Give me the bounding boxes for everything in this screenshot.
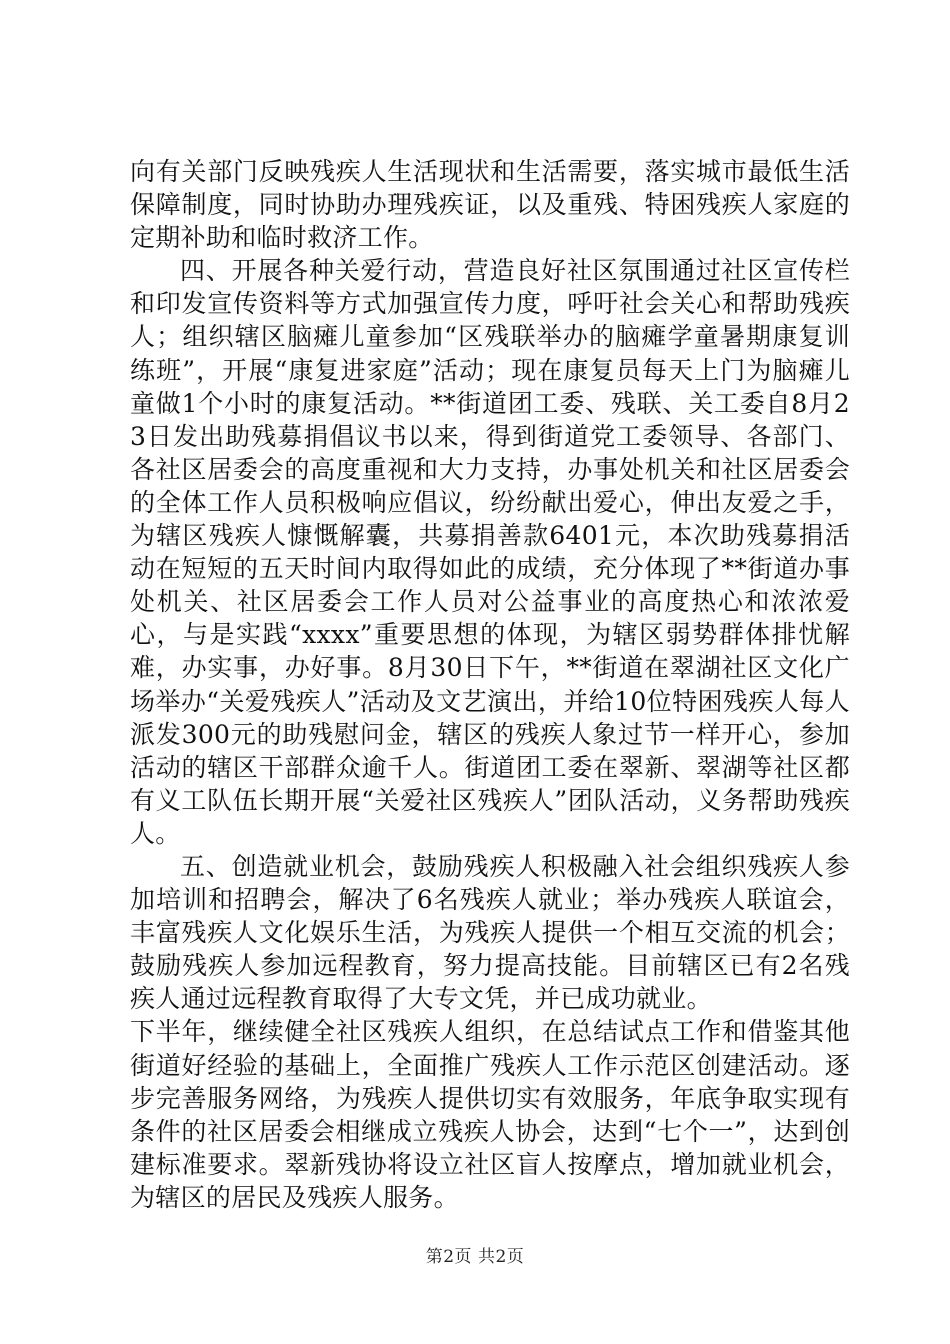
paragraph-4: 下半年，继续健全社区残疾人组织，在总结试点工作和借鉴其他街道好经验的基础上，全面推广残疾人工作示范区创建活动。逐步完善服务网络，为残疾人提供切实有效服务，年底争取实现有条件的社区居委会相继成立残疾人协会，达到“七个一”，达到创建标准要求。翠新残协将设立社区盲人按摩点，增加就业机会，为辖区的居民及残疾人服务。 — [130, 1017, 850, 1212]
paragraph-1: 向有关部门反映残疾人生活现状和生活需要，落实城市最低生活保障制度，同时协助办理残疾证，以及重残、特困残疾人家庭的定期补助和临时救济工作。 — [130, 157, 850, 253]
paragraph-3: 五、创造就业机会，鼓励残疾人积极融入社会组织残疾人参加培训和招聘会，解决了6名残疾人就业；举办残疾人联谊会，丰富残疾人文化娱乐生活，为残疾人提供一个相互交流的机会；鼓励残疾人参加远程教育，努力提高技能。目前辖区已有2名残疾人通过远程教育取得了大专文凭，并已成功就业。 — [130, 851, 850, 1014]
page-number-footer: 第2页 共2页 — [425, 1247, 525, 1267]
document-body — [130, 155, 850, 1214]
paragraph-2: 四、开展各种关爱行动，营造良好社区氛围通过社区宣传栏和印发宣传资料等方式加强宣传力度，呼吁社会关心和帮助残疾人；组织辖区脑瘫儿童参加“区残联举办的脑瘫学童暑期康复训练班”，开展“康复进家庭”活动；现在康复员每天上门为脑瘫儿童做1个小时的康复活动。**街道团工委、残联、关工委自8月23日发出助残募捐倡议书以来，得到街道党工委领导、各部门、各社区居委会的高度重视和大力支持，办事处机关和社区居委会的全体工作人员积极响应倡议，纷纷献出爱心，伸出友爱之手，为辖区残疾人慷慨解囊，共募捐善款6401元，本次助残募捐活动在短短的五天时间内取得如此的成绩，充分体现了**街道办事处机关、社区居委会工作人员对公益事业的高度热心和浓浓爱心，与是实践“xxxx”重要思想的体现，为辖区弱势群体排忧解难，办实事，办好事。8月30日下午，**街道在翠湖社区文化广场举办“关爱残疾人”活动及文艺演出，并给10位特困残疾人每人派发300元的助残慰问金，辖区的残疾人象过节一样开心，参加活动的辖区干部群众逾千人。街道团工委在翠新、翠湖等社区都有义工队伍长期开展“关爱社区残疾人”团队活动，义务帮助残疾人。 — [130, 256, 850, 848]
